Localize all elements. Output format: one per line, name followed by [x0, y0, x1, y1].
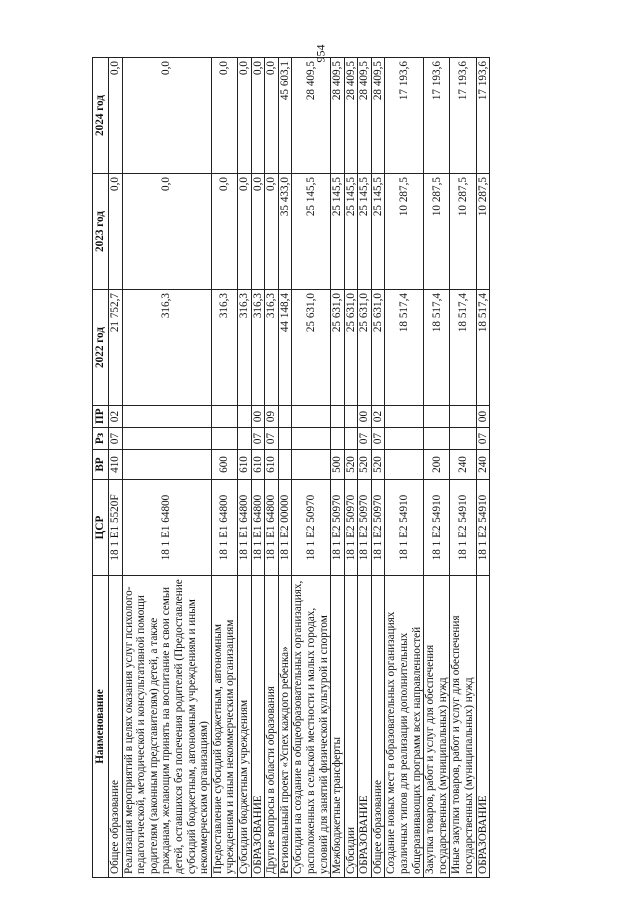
cell-rz: [122, 428, 211, 450]
cell-2023: 0,0: [265, 174, 279, 290]
cell-csr: 18 1 E2 54910: [450, 480, 476, 576]
table-row: [292, 58, 331, 878]
table-row: [450, 58, 476, 878]
cell-name: Реализация мероприятий в целях оказания услуг психолого-педагогической, методической и консультативной помощи родителям (законным представителям) детей, а также гражданам, желающим принять на воспитание в свои семьи детей, оставшихся без попечения родителей (Предоставление субсидий бюджетным, автономным учреждениям и иным некоммерческим организациям): [122, 576, 211, 878]
cell-2022: 18 517,4: [385, 290, 424, 406]
cell-csr: 18 1 E1 64800: [211, 480, 237, 576]
cell-2023: 0,0: [251, 174, 265, 290]
cell-vr: 410: [109, 450, 123, 480]
cell-csr: 18 1 E1 64800: [122, 480, 211, 576]
cell-name: Создание новых мест в образовательных организациях различных типов для реализации дополнительных общеразвивающих программ всех направленностей: [385, 576, 424, 878]
header-vr: ВР: [93, 450, 109, 480]
cell-2022: 316,3: [122, 290, 211, 406]
cell-name: ОБРАЗОВАНИЕ: [251, 576, 265, 878]
table-row: [237, 58, 251, 878]
cell-vr: [278, 450, 292, 480]
cell-2024: 28 409,5: [292, 58, 331, 174]
cell-2022: 316,3: [211, 290, 237, 406]
cell-pr: [292, 406, 331, 428]
cell-rz: 07: [476, 428, 490, 450]
cell-2024: 17 193,6: [476, 58, 490, 174]
cell-pr: 02: [371, 406, 385, 428]
cell-pr: [424, 406, 450, 428]
cell-2023: 10 287,5: [476, 174, 490, 290]
cell-vr: 240: [476, 450, 490, 480]
cell-csr: 18 1 E2 54910: [424, 480, 450, 576]
cell-pr: [331, 406, 345, 428]
cell-2024: 17 193,6: [450, 58, 476, 174]
cell-2023: 0,0: [211, 174, 237, 290]
cell-pr: 09: [265, 406, 279, 428]
header-pr: ПР: [93, 406, 109, 428]
cell-csr: 18 1 E2 50970: [331, 480, 345, 576]
cell-name: Региональный проект «Успех каждого ребенка»: [278, 576, 292, 878]
header-rz: Рз: [93, 428, 109, 450]
table-header-row: [93, 58, 109, 878]
cell-2022: 25 631,0: [358, 290, 372, 406]
cell-2024: 28 409,5: [331, 58, 345, 174]
cell-csr: 18 1 E2 50970: [292, 480, 331, 576]
cell-vr: 240: [450, 450, 476, 480]
cell-pr: [211, 406, 237, 428]
cell-vr: 610: [237, 450, 251, 480]
cell-rz: [292, 428, 331, 450]
cell-2024: 0,0: [251, 58, 265, 174]
cell-csr: 18 1 E2 50970: [358, 480, 372, 576]
table-row: [109, 58, 123, 878]
header-csr: ЦСР: [93, 480, 109, 576]
cell-2024: 0,0: [109, 58, 123, 174]
cell-2024: 0,0: [211, 58, 237, 174]
table-row: [424, 58, 450, 878]
cell-name: Закупка товаров, работ и услуг для обеспечения государственных (муниципальных) нужд: [424, 576, 450, 878]
cell-vr: [292, 450, 331, 480]
budget-table: [92, 57, 490, 878]
cell-pr: [122, 406, 211, 428]
cell-csr: 18 1 E2 50970: [371, 480, 385, 576]
header-2022: 2022 год: [93, 290, 109, 406]
page-number: 954: [313, 44, 328, 63]
cell-2024: 28 409,5: [358, 58, 372, 174]
header-2024: 2024 год: [93, 58, 109, 174]
cell-2022: 18 517,4: [450, 290, 476, 406]
cell-pr: 00: [251, 406, 265, 428]
cell-pr: [278, 406, 292, 428]
cell-name: ОБРАЗОВАНИЕ: [476, 576, 490, 878]
cell-2022: 25 631,0: [292, 290, 331, 406]
cell-rz: 07: [371, 428, 385, 450]
cell-2023: 10 287,5: [385, 174, 424, 290]
cell-pr: 02: [109, 406, 123, 428]
cell-pr: [237, 406, 251, 428]
cell-2023: 0,0: [109, 174, 123, 290]
cell-name: Предоставление субсидий бюджетным, автономным учреждениям и иным некоммерческим организациям: [211, 576, 237, 878]
rotated-page-content: [92, 58, 556, 878]
table-row: [251, 58, 265, 878]
cell-rz: [385, 428, 424, 450]
cell-2023: 25 145,5: [331, 174, 345, 290]
cell-2024: 0,0: [265, 58, 279, 174]
cell-2022: 21 752,7: [109, 290, 123, 406]
cell-2024: 28 409,5: [371, 58, 385, 174]
cell-name: Иные закупки товаров, работ и услуг для обеспечения государственных (муниципальных) нужд: [450, 576, 476, 878]
cell-2022: 25 631,0: [371, 290, 385, 406]
cell-vr: 500: [331, 450, 345, 480]
table-row: [211, 58, 237, 878]
cell-rz: [211, 428, 237, 450]
table-row: [265, 58, 279, 878]
cell-rz: [450, 428, 476, 450]
cell-name: Другие вопросы в области образования: [265, 576, 279, 878]
cell-2022: 18 517,4: [424, 290, 450, 406]
table-row: [385, 58, 424, 878]
cell-2022: 316,3: [251, 290, 265, 406]
cell-2022: 44 148,4: [278, 290, 292, 406]
cell-2022: 316,3: [237, 290, 251, 406]
cell-rz: [237, 428, 251, 450]
cell-rz: [278, 428, 292, 450]
cell-pr: [344, 406, 358, 428]
header-2023: 2023 год: [93, 174, 109, 290]
cell-vr: 600: [211, 450, 237, 480]
cell-name: Субсидии на создание в общеобразовательных организациях, расположенных в сельской местности и малых городах, условий для занятий физической культурой и спортом: [292, 576, 331, 878]
cell-vr: [385, 450, 424, 480]
cell-2024: 17 193,6: [385, 58, 424, 174]
cell-2022: 316,3: [265, 290, 279, 406]
table-row: [358, 58, 372, 878]
cell-rz: 07: [109, 428, 123, 450]
cell-name: Субсидии бюджетным учреждениям: [237, 576, 251, 878]
table-row: [331, 58, 345, 878]
cell-rz: 07: [251, 428, 265, 450]
cell-2024: 0,0: [122, 58, 211, 174]
table-row: [278, 58, 292, 878]
cell-csr: 18 1 E2 50970: [344, 480, 358, 576]
cell-csr: 18 1 E2 54910: [385, 480, 424, 576]
cell-vr: 610: [265, 450, 279, 480]
table-row: [344, 58, 358, 878]
cell-2022: 18 517,4: [476, 290, 490, 406]
cell-2023: 25 145,5: [344, 174, 358, 290]
cell-vr: 200: [424, 450, 450, 480]
cell-rz: 07: [265, 428, 279, 450]
cell-2024: 45 603,1: [278, 58, 292, 174]
cell-csr: 18 1 E2 54910: [476, 480, 490, 576]
cell-2024: 28 409,5: [344, 58, 358, 174]
cell-pr: 00: [476, 406, 490, 428]
cell-2023: 10 287,5: [450, 174, 476, 290]
cell-name: Общее образование: [371, 576, 385, 878]
cell-vr: 520: [344, 450, 358, 480]
cell-rz: [424, 428, 450, 450]
cell-2023: 10 287,5: [424, 174, 450, 290]
cell-2024: 17 193,6: [424, 58, 450, 174]
cell-csr: 18 1 E2 00000: [278, 480, 292, 576]
cell-name: ОБРАЗОВАНИЕ: [358, 576, 372, 878]
cell-2023: 25 145,5: [292, 174, 331, 290]
cell-name: Межбюджетные трансферты: [331, 576, 345, 878]
cell-2024: 0,0: [237, 58, 251, 174]
cell-csr: 18 1 E1 64800: [265, 480, 279, 576]
cell-vr: 520: [358, 450, 372, 480]
cell-rz: 07: [358, 428, 372, 450]
cell-2023: 35 433,0: [278, 174, 292, 290]
cell-2022: 25 631,0: [344, 290, 358, 406]
cell-csr: 18 1 E1 64800: [251, 480, 265, 576]
cell-name: Общее образование: [109, 576, 123, 878]
cell-csr: 18 1 E1 64800: [237, 480, 251, 576]
cell-pr: [385, 406, 424, 428]
table-row: [476, 58, 490, 878]
cell-2023: 25 145,5: [358, 174, 372, 290]
cell-rz: [331, 428, 345, 450]
cell-2023: 0,0: [122, 174, 211, 290]
cell-pr: [450, 406, 476, 428]
cell-2022: 25 631,0: [331, 290, 345, 406]
cell-2023: 25 145,5: [371, 174, 385, 290]
cell-csr: 18 1 E1 5520F: [109, 480, 123, 576]
cell-2023: 0,0: [237, 174, 251, 290]
cell-vr: [122, 450, 211, 480]
cell-name: Субсидии: [344, 576, 358, 878]
header-name: Наименование: [93, 576, 109, 878]
cell-vr: 520: [371, 450, 385, 480]
cell-pr: 00: [358, 406, 372, 428]
table-row: [371, 58, 385, 878]
cell-vr: 610: [251, 450, 265, 480]
cell-rz: [344, 428, 358, 450]
table-row: [122, 58, 211, 878]
